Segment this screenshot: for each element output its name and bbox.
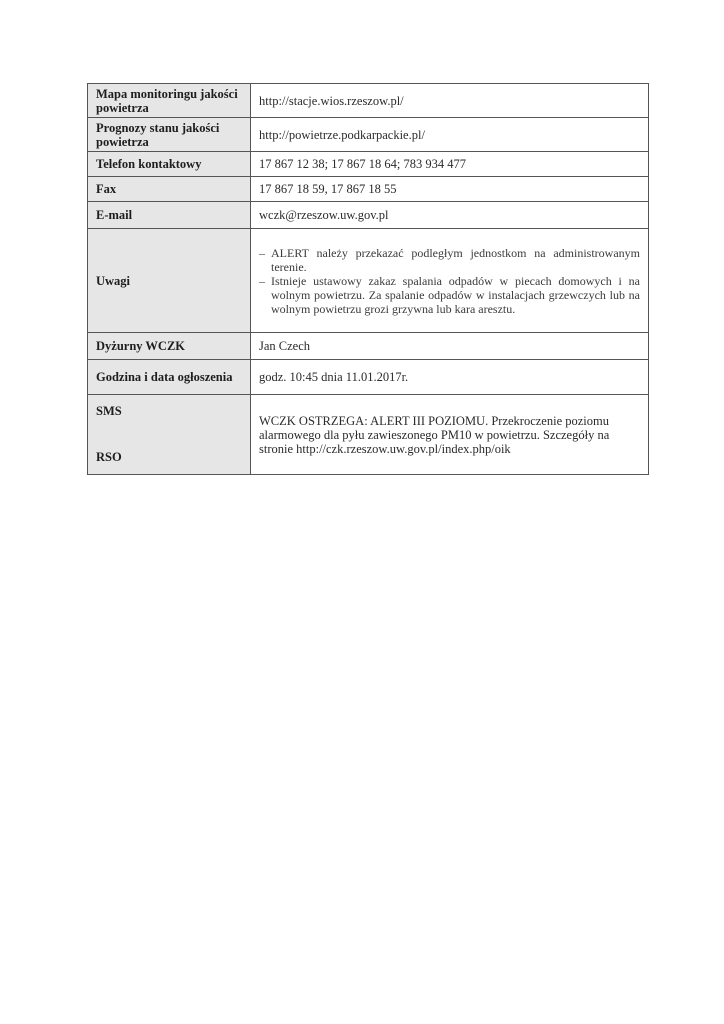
table-row: [88, 152, 649, 177]
email-link[interactable]: wczk@rzeszow.uw.gov.pl: [251, 202, 649, 229]
note-item: – Istnieje ustawowy zakaz spalania odpadów w piecach domowych i na wolnym powietrzu. Za spalanie odpadów w instalacjach grzewczych lub na wolnym powietrzu grozi grzywna lub kara aresztu.: [259, 274, 640, 316]
table-row: [88, 118, 649, 152]
air-quality-forecast-link[interactable]: http://powietrze.podkarpackie.pl/: [251, 118, 649, 152]
label-phone: Telefon kontaktowy: [88, 152, 251, 177]
note-item: – ALERT należy przekazać podległym jednostkom na administrowanym terenie.: [259, 246, 640, 274]
label-air-quality-forecast: Prognozy stanu jakości powietrza: [88, 118, 251, 152]
label-duty-officer: Dyżurny WCZK: [88, 333, 251, 360]
notes-cell: [251, 229, 649, 333]
announcement-time-value: godz. 10:45 dnia 11.01.2017r.: [251, 360, 649, 395]
table-row: [88, 177, 649, 202]
label-fax: Fax: [88, 177, 251, 202]
table-row: [88, 360, 649, 395]
phone-value: 17 867 12 38; 17 867 18 64; 783 934 477: [251, 152, 649, 177]
table-row: [88, 229, 649, 333]
table-row: [88, 333, 649, 360]
label-notes: Uwagi: [88, 229, 251, 333]
label-announcement-time: Godzina i data ogłoszenia: [88, 360, 251, 395]
label-sms-rso-cell: [88, 395, 251, 475]
label-air-quality-map: Mapa monitoringu jakości powietrza: [88, 84, 251, 118]
notes-list: [259, 246, 640, 316]
table-row: [88, 202, 649, 229]
table-row: [88, 84, 649, 118]
label-sms: SMS: [96, 403, 122, 418]
label-rso: RSO: [96, 449, 122, 464]
label-email: E-mail: [88, 202, 251, 229]
air-quality-map-link[interactable]: http://stacje.wios.rzeszow.pl/: [251, 84, 649, 118]
table-row: [88, 395, 649, 475]
duty-officer-value: Jan Czech: [251, 333, 649, 360]
fax-value: 17 867 18 59, 17 867 18 55: [251, 177, 649, 202]
alert-info-table: [87, 83, 649, 475]
sms-message: WCZK OSTRZEGA: ALERT III POZIOMU. Przekroczenie poziomu alarmowego dla pyłu zawieszonego PM10 w powietrzu. Szczegóły na stronie http://czk.rzeszow.uw.gov.pl/index.php/oik: [251, 395, 649, 475]
